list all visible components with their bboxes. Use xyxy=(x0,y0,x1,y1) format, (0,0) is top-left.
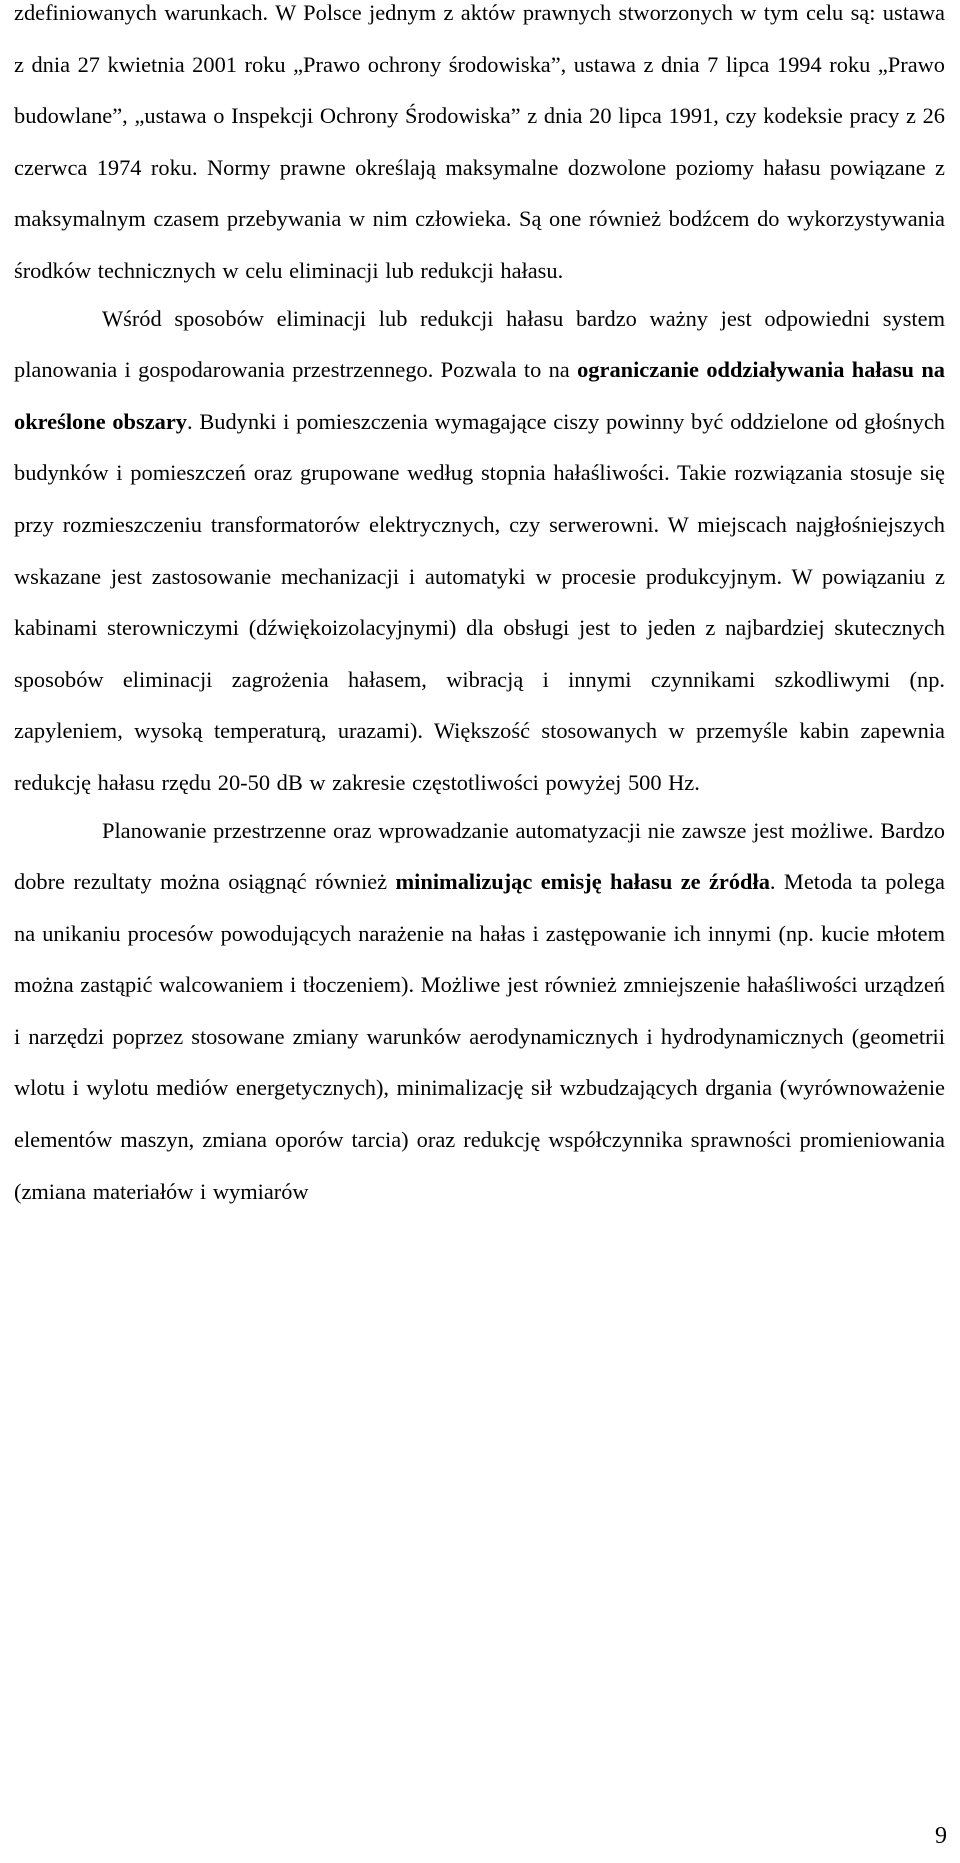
document-page xyxy=(14,0,945,1217)
page-number: 9 xyxy=(935,1823,947,1849)
paragraph-text: . Budynki i pomieszczenia wymagające ciszy powinny być oddzielone od głośnych budynków i pomieszczeń oraz grupowane według stopnia hałaśliwości. Takie rozwiązania stosuje się przy rozmieszczeniu transformatorów elektrycznych, czy serwerowni. W miejscach najgłośniejszych wskazane jest zastosowanie mechanizacji i automatyki w procesie produkcyjnym. W powiązaniu z kabinami sterowniczymi (dźwiękoizolacyjnymi) dla obsługi jest to jeden z najbardziej skutecznych sposobów eliminacji zagrożenia hałasem, wibracją i innymi czynnikami szkodliwymi (np. zapyleniem, wysoką temperaturą, urazami). Większość stosowanych w przemyśle kabin zapewnia redukcję hałasu rzędu 20-50 dB w zakresie częstotliwości powyżej 500 Hz. xyxy=(14,408,945,795)
bold-phrase: minimalizując emisję hałasu ze źródła xyxy=(395,869,770,895)
paragraph-text: Planowanie przestrzenne oraz wprowadzanie automatyzacji nie zawsze jest możliwe. Bardzo dobre rezultaty można osiągnąć również xyxy=(14,817,945,895)
paragraph-spatial-planning xyxy=(14,293,945,809)
paragraph-source-emission xyxy=(14,805,945,1218)
paragraph-legal-acts xyxy=(14,0,945,297)
bold-phrase: ograniczanie oddziaływania hałasu na określone obszary xyxy=(14,357,946,434)
paragraph-text: . Metoda ta polega na unikaniu procesów powodujących narażenie na hałas i zastępowanie ich innymi (np. kucie młotem można zastąpić walcowaniem i tłoczeniem). Możliwe jest również zmniejszenie hałaśliwości urządzeń i narzędzi poprzez stosowane zmiany warunków aerodynamicznych i hydrodynamicznych (geometrii wlotu i wylotu mediów energetycznych), minimalizację sił wzbudzających drgania (wyrównoważenie elementów maszyn, zmiana oporów tarcia) oraz redukcję współczynnika sprawności promieniowania (zmiana materiałów i wymiarów xyxy=(14,869,945,1204)
paragraph-text: Wśród sposobów eliminacji lub redukcji hałasu bardzo ważny jest odpowiedni system planowania i gospodarowania przestrzennego. Pozwala to na xyxy=(14,305,945,383)
paragraph-text: zdefiniowanych warunkach. W Polsce jednym z aktów prawnych stworzonych w tym celu są: ustawa z dnia 27 kwietnia 2001 roku „Prawo ochrony środowiska”, ustawa z dnia 7 lipca 1994 roku „Prawo budowlane”, „ustawa o Inspekcji Ochrony Środowiska” z dnia 20 lipca 1991, czy kodeksie pracy z 26 czerwca 1974 roku. Normy prawne określają maksymalne dozwolone poziomy hałasu powiązane z maksymalnym czasem przebywania w nim człowieka. Są one również bodźcem do wykorzystywania środków technicznych w celu eliminacji lub redukcji hałasu. xyxy=(14,0,945,283)
